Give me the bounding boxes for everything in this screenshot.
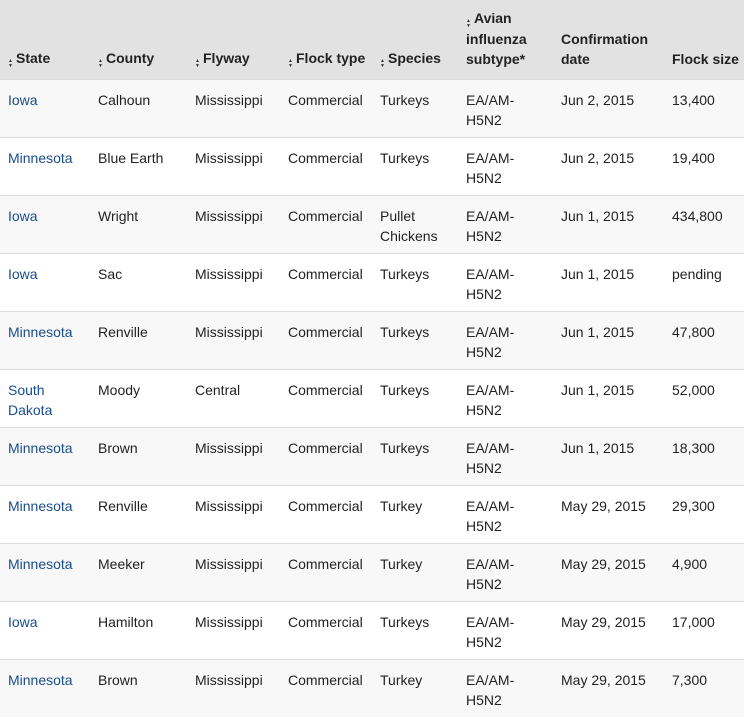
cell-date [553, 369, 664, 427]
cell-text: EA/AM-H5N2 [466, 439, 515, 476]
table-row [0, 195, 744, 253]
table-row [0, 485, 744, 543]
cell-text: Brown [98, 671, 138, 688]
cell-text: Mississippi [195, 149, 263, 166]
cell-flock-type [280, 195, 372, 253]
cell-text: Turkey [380, 671, 423, 688]
cell-county [90, 369, 187, 427]
cell-text: 4,900 [672, 555, 708, 572]
sort-arrows-icon[interactable]: ▲ ▼ [8, 57, 13, 69]
cell-flock-type [280, 427, 372, 485]
cell-text: Jun 2, 2015 [561, 149, 635, 166]
cell-size [664, 601, 744, 659]
cell-subtype [458, 137, 553, 195]
column-header-species[interactable] [372, 0, 458, 79]
cell-flock-type [280, 601, 372, 659]
cell-text: Turkeys [380, 381, 430, 398]
cell-size [664, 311, 744, 369]
cell-text: Turkeys [380, 613, 430, 630]
table-row [0, 543, 744, 601]
cell-species [372, 79, 458, 137]
cell-text: May 29, 2015 [561, 497, 646, 514]
sort-arrows-icon[interactable]: ▲ ▼ [380, 57, 385, 69]
cell-flock-type [280, 659, 372, 717]
column-header-label: Confirmation date [561, 30, 649, 67]
column-header-county[interactable] [90, 0, 187, 79]
cell-flyway [187, 543, 280, 601]
cell-county [90, 485, 187, 543]
cell-text: Mississippi [195, 613, 263, 630]
column-header-label: Avian influenza subtype* [466, 9, 527, 67]
column-header-state[interactable] [0, 0, 90, 79]
cell-text: Commercial [288, 207, 363, 224]
cell-subtype [458, 253, 553, 311]
cell-species [372, 311, 458, 369]
cell-size [664, 427, 744, 485]
state-link[interactable]: Iowa [8, 265, 38, 282]
cell-county [90, 195, 187, 253]
sort-arrows-icon[interactable]: ▲ ▼ [98, 57, 103, 69]
cell-text: Turkey [380, 497, 423, 514]
cell-text: 434,800 [672, 207, 723, 224]
cell-county [90, 601, 187, 659]
cell-text: Jun 1, 2015 [561, 323, 635, 340]
cell-text: Commercial [288, 149, 363, 166]
cell-flyway [187, 485, 280, 543]
cell-text: 19,400 [672, 149, 715, 166]
cell-text: 7,300 [672, 671, 708, 688]
state-link[interactable]: Iowa [8, 91, 38, 108]
cell-text: EA/AM-H5N2 [466, 671, 515, 708]
cell-flock-type [280, 543, 372, 601]
sort-arrows-icon[interactable]: ▲ ▼ [288, 57, 293, 69]
cell-date [553, 485, 664, 543]
cell-text: Meeker [98, 555, 145, 572]
cell-subtype [458, 659, 553, 717]
cell-text: Renville [98, 323, 148, 340]
cell-species [372, 253, 458, 311]
table-row [0, 79, 744, 137]
cell-subtype [458, 311, 553, 369]
table-row [0, 253, 744, 311]
cell-text: Commercial [288, 265, 363, 282]
table-row [0, 601, 744, 659]
state-link[interactable]: Iowa [8, 613, 38, 630]
cell-subtype [458, 543, 553, 601]
cell-text: Turkeys [380, 439, 430, 456]
column-header-label: State [16, 49, 51, 66]
cell-species [372, 195, 458, 253]
cell-state [0, 79, 90, 137]
cell-state [0, 311, 90, 369]
cell-state [0, 485, 90, 543]
cell-text: EA/AM-H5N2 [466, 149, 515, 186]
state-link[interactable]: Iowa [8, 207, 38, 224]
cell-text: Turkeys [380, 265, 430, 282]
cell-county [90, 311, 187, 369]
cell-flock-type [280, 369, 372, 427]
table-row [0, 659, 744, 717]
column-header-size [664, 0, 744, 79]
cell-flock-type [280, 253, 372, 311]
cell-text: Mississippi [195, 497, 263, 514]
cell-text: Sac [98, 265, 123, 282]
cell-date [553, 659, 664, 717]
cell-size [664, 253, 744, 311]
state-link[interactable]: Minnesota [8, 555, 73, 572]
cell-state [0, 427, 90, 485]
cell-size [664, 485, 744, 543]
column-header-label: Flyway [203, 49, 250, 66]
cell-text: 18,300 [672, 439, 715, 456]
column-header-label: Flock type [296, 49, 366, 66]
cell-flyway [187, 137, 280, 195]
cell-county [90, 253, 187, 311]
cell-text: pending [672, 265, 722, 282]
cell-text: Mississippi [195, 207, 263, 224]
cell-flock-type [280, 311, 372, 369]
column-header-subtype[interactable] [458, 0, 553, 79]
cell-text: Hamilton [98, 613, 154, 630]
cell-size [664, 543, 744, 601]
cell-text: Turkeys [380, 323, 430, 340]
cell-flyway [187, 195, 280, 253]
cell-flyway [187, 311, 280, 369]
cell-text: Mississippi [195, 323, 263, 340]
cell-county [90, 427, 187, 485]
cell-state [0, 253, 90, 311]
cell-text: May 29, 2015 [561, 555, 646, 572]
table-header-row [0, 0, 744, 79]
state-link[interactable]: Minnesota [8, 671, 73, 688]
column-header-label: Species [388, 49, 441, 66]
state-link[interactable]: Minnesota [8, 323, 73, 340]
cell-text: Mississippi [195, 555, 263, 572]
cell-text: EA/AM-H5N2 [466, 381, 515, 418]
cell-county [90, 137, 187, 195]
cell-text: Commercial [288, 613, 363, 630]
cell-flyway [187, 601, 280, 659]
cell-text: Mississippi [195, 91, 263, 108]
cell-flock-type [280, 79, 372, 137]
cell-text: EA/AM-H5N2 [466, 265, 515, 302]
cell-text: Jun 1, 2015 [561, 439, 635, 456]
sort-arrows-icon[interactable]: ▲ ▼ [195, 57, 200, 69]
cell-flyway [187, 659, 280, 717]
cell-state [0, 601, 90, 659]
cell-text: Blue Earth [98, 149, 164, 166]
cell-text: Jun 1, 2015 [561, 381, 635, 398]
column-header-flyway[interactable] [187, 0, 280, 79]
cell-size [664, 137, 744, 195]
cell-subtype [458, 195, 553, 253]
cell-date [553, 79, 664, 137]
cell-species [372, 659, 458, 717]
cell-date [553, 427, 664, 485]
cell-subtype [458, 369, 553, 427]
cell-text: Brown [98, 439, 138, 456]
cell-flyway [187, 253, 280, 311]
cell-species [372, 485, 458, 543]
cell-date [553, 601, 664, 659]
cell-flock-type [280, 485, 372, 543]
column-header-flock-type[interactable] [280, 0, 372, 79]
cell-species [372, 137, 458, 195]
cell-county [90, 79, 187, 137]
cell-text: Mississippi [195, 265, 263, 282]
cell-date [553, 543, 664, 601]
table-row [0, 369, 744, 427]
cell-county [90, 659, 187, 717]
cell-size [664, 79, 744, 137]
cell-text: Commercial [288, 323, 363, 340]
cell-species [372, 427, 458, 485]
cell-flock-type [280, 137, 372, 195]
column-header-label: County [106, 49, 155, 66]
cell-text: Jun 1, 2015 [561, 207, 635, 224]
cell-date [553, 137, 664, 195]
cell-date [553, 195, 664, 253]
cell-text: May 29, 2015 [561, 671, 646, 688]
cell-text: Jun 1, 2015 [561, 265, 635, 282]
table-body [0, 79, 744, 717]
cell-flyway [187, 427, 280, 485]
cell-text: Calhoun [98, 91, 151, 108]
cell-text: May 29, 2015 [561, 613, 646, 630]
cell-text: 17,000 [672, 613, 715, 630]
state-link[interactable]: South Dakota [8, 381, 53, 418]
cell-text: 47,800 [672, 323, 715, 340]
cell-size [664, 195, 744, 253]
cell-state [0, 137, 90, 195]
state-link[interactable]: Minnesota [8, 149, 73, 166]
cell-subtype [458, 79, 553, 137]
cell-text: Commercial [288, 91, 363, 108]
cell-text: EA/AM-H5N2 [466, 207, 515, 244]
cell-text: Moody [98, 381, 141, 398]
cell-text: Wright [98, 207, 139, 224]
cell-text: Mississippi [195, 439, 263, 456]
cell-size [664, 659, 744, 717]
cell-text: Commercial [288, 439, 363, 456]
cell-subtype [458, 601, 553, 659]
cell-species [372, 601, 458, 659]
cell-text: 13,400 [672, 91, 715, 108]
cell-text: Commercial [288, 497, 363, 514]
cell-text: Renville [98, 497, 148, 514]
cell-text: 29,300 [672, 497, 715, 514]
state-link[interactable]: Minnesota [8, 497, 73, 514]
cell-text: Jun 2, 2015 [561, 91, 635, 108]
cell-subtype [458, 427, 553, 485]
cell-subtype [458, 485, 553, 543]
cell-flyway [187, 79, 280, 137]
cell-state [0, 195, 90, 253]
cell-text: Turkeys [380, 149, 430, 166]
cell-text: EA/AM-H5N2 [466, 91, 515, 128]
cell-text: 52,000 [672, 381, 715, 398]
state-link[interactable]: Minnesota [8, 439, 73, 456]
cell-text: Central [195, 381, 241, 398]
cell-text: Commercial [288, 555, 363, 572]
cell-county [90, 543, 187, 601]
cell-text: EA/AM-H5N2 [466, 497, 515, 534]
cell-date [553, 253, 664, 311]
column-header-date [553, 0, 664, 79]
column-header-label: Flock size [672, 50, 739, 67]
cell-flyway [187, 369, 280, 427]
table-row [0, 311, 744, 369]
cell-text: Mississippi [195, 671, 263, 688]
cell-text: Turkey [380, 555, 423, 572]
sort-arrows-icon[interactable]: ▲ ▼ [466, 17, 471, 29]
cell-state [0, 369, 90, 427]
cell-text: Turkeys [380, 91, 430, 108]
cell-text: Commercial [288, 671, 363, 688]
cell-size [664, 369, 744, 427]
cell-text: EA/AM-H5N2 [466, 613, 515, 650]
cell-text: EA/AM-H5N2 [466, 323, 515, 360]
table-row [0, 427, 744, 485]
cell-species [372, 369, 458, 427]
cell-text: EA/AM-H5N2 [466, 555, 515, 592]
cell-text: Commercial [288, 381, 363, 398]
cell-state [0, 659, 90, 717]
cell-species [372, 543, 458, 601]
cell-state [0, 543, 90, 601]
cell-text: Pullet Chickens [380, 207, 438, 244]
table-row [0, 137, 744, 195]
cell-date [553, 311, 664, 369]
